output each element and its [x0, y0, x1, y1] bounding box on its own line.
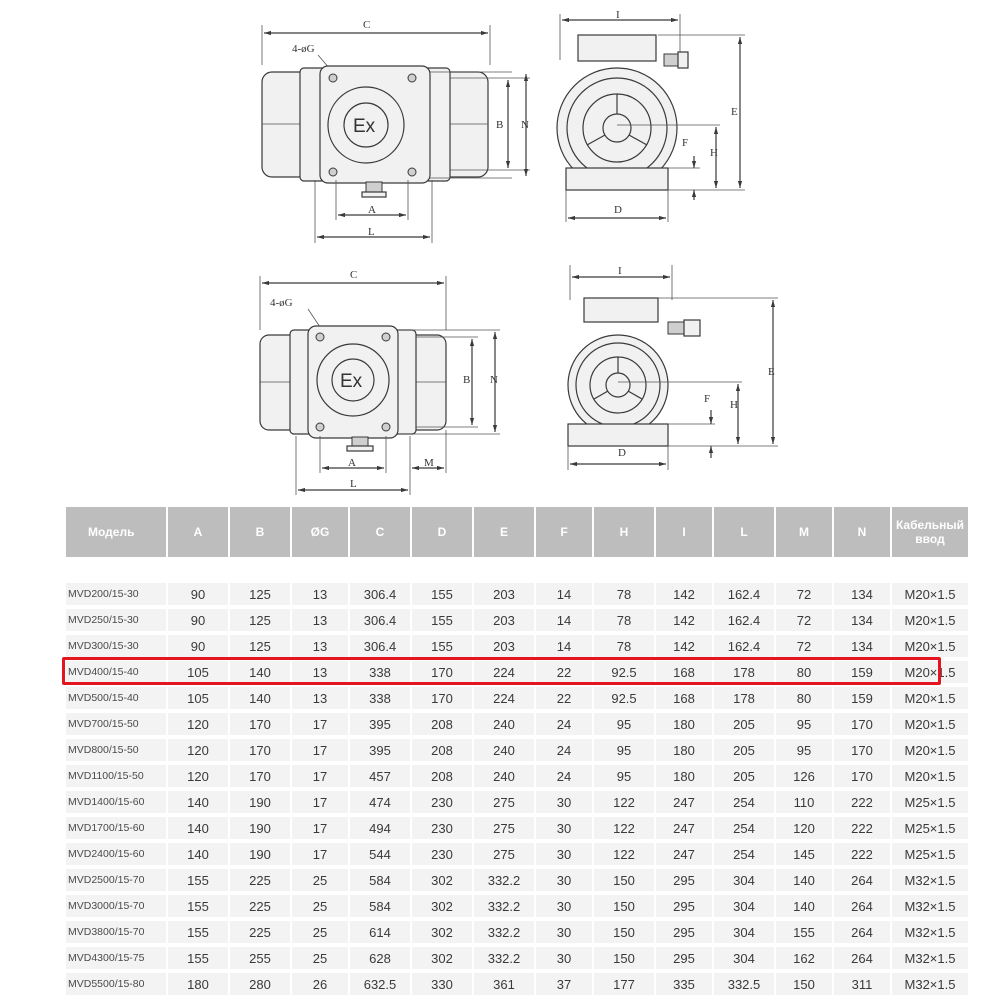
- label-g: 4-øG: [292, 43, 315, 55]
- value-cell: 37: [536, 973, 592, 995]
- value-cell: 170: [412, 661, 472, 683]
- model-cell: MVD1100/15-50: [66, 765, 166, 787]
- value-cell: 280: [230, 973, 290, 995]
- value-cell: 225: [230, 869, 290, 891]
- value-cell: 222: [834, 843, 890, 865]
- model-cell: MVD500/15-40: [66, 687, 166, 709]
- table-row: [66, 583, 968, 605]
- value-cell: 134: [834, 635, 890, 657]
- value-cell: 306.4: [350, 583, 410, 605]
- value-cell: 177: [594, 973, 654, 995]
- value-cell: 275: [474, 791, 534, 813]
- value-cell: 140: [776, 895, 832, 917]
- value-cell: 275: [474, 817, 534, 839]
- column-header: M: [776, 507, 832, 557]
- value-cell: M20×1.5: [892, 661, 968, 683]
- column-header: I: [656, 507, 712, 557]
- value-cell: 24: [536, 739, 592, 761]
- value-cell: 162: [776, 947, 832, 969]
- value-cell: 78: [594, 609, 654, 631]
- column-header: C: [350, 507, 410, 557]
- value-cell: 168: [656, 687, 712, 709]
- value-cell: 544: [350, 843, 410, 865]
- technical-drawings: [0, 0, 1000, 495]
- value-cell: 142: [656, 583, 712, 605]
- column-header: D: [412, 507, 472, 557]
- value-cell: 170: [230, 765, 290, 787]
- value-cell: 178: [714, 661, 774, 683]
- value-cell: 332.2: [474, 869, 534, 891]
- value-cell: 25: [292, 895, 348, 917]
- front-view-bottom: [568, 265, 778, 470]
- value-cell: 190: [230, 817, 290, 839]
- value-cell: 13: [292, 687, 348, 709]
- side-view-bottom: [260, 269, 500, 495]
- ex-mark-top: Ex: [353, 116, 376, 137]
- value-cell: 180: [656, 765, 712, 787]
- value-cell: 254: [714, 791, 774, 813]
- model-cell: MVD800/15-50: [66, 739, 166, 761]
- value-cell: 140: [168, 791, 228, 813]
- value-cell: 159: [834, 661, 890, 683]
- table-row: [66, 947, 968, 969]
- model-cell: MVD4300/15-75: [66, 947, 166, 969]
- value-cell: 155: [168, 947, 228, 969]
- value-cell: 168: [656, 661, 712, 683]
- value-cell: 180: [656, 739, 712, 761]
- value-cell: 162.4: [714, 635, 774, 657]
- value-cell: 203: [474, 583, 534, 605]
- model-cell: MVD300/15-30: [66, 635, 166, 657]
- value-cell: 122: [594, 791, 654, 813]
- value-cell: 92.5: [594, 687, 654, 709]
- value-cell: M25×1.5: [892, 791, 968, 813]
- table-row: [66, 895, 968, 917]
- value-cell: 240: [474, 765, 534, 787]
- value-cell: 142: [656, 635, 712, 657]
- value-cell: M20×1.5: [892, 713, 968, 735]
- value-cell: 311: [834, 973, 890, 995]
- table-row: [66, 609, 968, 631]
- value-cell: 125: [230, 583, 290, 605]
- value-cell: 306.4: [350, 635, 410, 657]
- model-cell: MVD1400/15-60: [66, 791, 166, 813]
- value-cell: 92.5: [594, 661, 654, 683]
- value-cell: M20×1.5: [892, 583, 968, 605]
- value-cell: M32×1.5: [892, 895, 968, 917]
- value-cell: 17: [292, 817, 348, 839]
- column-header: E: [474, 507, 534, 557]
- model-cell: MVD2500/15-70: [66, 869, 166, 891]
- value-cell: 155: [412, 635, 472, 657]
- value-cell: 304: [714, 869, 774, 891]
- value-cell: 14: [536, 583, 592, 605]
- value-cell: 190: [230, 843, 290, 865]
- table-row: [66, 869, 968, 891]
- value-cell: 162.4: [714, 583, 774, 605]
- label-h-bottom: H: [730, 399, 738, 411]
- model-cell: MVD3800/15-70: [66, 921, 166, 943]
- value-cell: 190: [230, 791, 290, 813]
- value-cell: 295: [656, 947, 712, 969]
- table-row: [66, 739, 968, 761]
- value-cell: 140: [168, 843, 228, 865]
- value-cell: 80: [776, 687, 832, 709]
- value-cell: 122: [594, 843, 654, 865]
- value-cell: 13: [292, 661, 348, 683]
- column-header: L: [714, 507, 774, 557]
- label-e-top: E: [731, 106, 738, 118]
- value-cell: 90: [168, 635, 228, 657]
- label-e-bottom: E: [768, 366, 775, 378]
- value-cell: 155: [168, 869, 228, 891]
- value-cell: 25: [292, 921, 348, 943]
- value-cell: 224: [474, 661, 534, 683]
- value-cell: 264: [834, 921, 890, 943]
- value-cell: 105: [168, 661, 228, 683]
- value-cell: 150: [594, 947, 654, 969]
- value-cell: 240: [474, 739, 534, 761]
- value-cell: 78: [594, 583, 654, 605]
- value-cell: M20×1.5: [892, 609, 968, 631]
- value-cell: 247: [656, 791, 712, 813]
- value-cell: M20×1.5: [892, 687, 968, 709]
- value-cell: 155: [412, 583, 472, 605]
- table-row: [66, 661, 968, 683]
- value-cell: M25×1.5: [892, 843, 968, 865]
- model-cell: MVD700/15-50: [66, 713, 166, 735]
- value-cell: 230: [412, 843, 472, 865]
- value-cell: 264: [834, 895, 890, 917]
- value-cell: 134: [834, 583, 890, 605]
- value-cell: 170: [412, 687, 472, 709]
- value-cell: 304: [714, 921, 774, 943]
- value-cell: 332.2: [474, 921, 534, 943]
- value-cell: 17: [292, 791, 348, 813]
- value-cell: 30: [536, 869, 592, 891]
- value-cell: 222: [834, 791, 890, 813]
- value-cell: 170: [834, 739, 890, 761]
- value-cell: 30: [536, 843, 592, 865]
- label-c: C: [363, 19, 371, 31]
- value-cell: 361: [474, 973, 534, 995]
- model-cell: MVD250/15-30: [66, 609, 166, 631]
- value-cell: 180: [656, 713, 712, 735]
- table-row: [66, 713, 968, 735]
- value-cell: 17: [292, 843, 348, 865]
- value-cell: 332.2: [474, 947, 534, 969]
- value-cell: 120: [168, 739, 228, 761]
- label-a-top: A: [368, 204, 376, 216]
- value-cell: 30: [536, 817, 592, 839]
- value-cell: 584: [350, 869, 410, 891]
- value-cell: 155: [168, 921, 228, 943]
- value-cell: 78: [594, 635, 654, 657]
- value-cell: 13: [292, 583, 348, 605]
- value-cell: 30: [536, 895, 592, 917]
- value-cell: 295: [656, 921, 712, 943]
- value-cell: 264: [834, 869, 890, 891]
- value-cell: 110: [776, 791, 832, 813]
- label-h-top: H: [710, 147, 718, 159]
- value-cell: 155: [412, 609, 472, 631]
- value-cell: 295: [656, 869, 712, 891]
- value-cell: 142: [656, 609, 712, 631]
- value-cell: 17: [292, 765, 348, 787]
- value-cell: 247: [656, 843, 712, 865]
- label-i-bottom: I: [618, 265, 622, 277]
- value-cell: 255: [230, 947, 290, 969]
- table-row: [66, 921, 968, 943]
- value-cell: 332.2: [474, 895, 534, 917]
- value-cell: M32×1.5: [892, 947, 968, 969]
- value-cell: M32×1.5: [892, 869, 968, 891]
- table-row: [66, 973, 968, 995]
- value-cell: 72: [776, 635, 832, 657]
- front-view-top: [557, 9, 745, 222]
- value-cell: 302: [412, 869, 472, 891]
- spec-table: [64, 503, 970, 999]
- value-cell: 632.5: [350, 973, 410, 995]
- value-cell: 159: [834, 687, 890, 709]
- value-cell: 25: [292, 869, 348, 891]
- value-cell: 395: [350, 713, 410, 735]
- value-cell: 150: [594, 895, 654, 917]
- value-cell: 95: [776, 713, 832, 735]
- label-f-bottom: F: [704, 393, 711, 405]
- value-cell: 457: [350, 765, 410, 787]
- value-cell: 332.5: [714, 973, 774, 995]
- label-d-top: D: [614, 204, 622, 216]
- side-view-top: [262, 19, 530, 243]
- value-cell: 145: [776, 843, 832, 865]
- value-cell: M20×1.5: [892, 635, 968, 657]
- model-cell: MVD400/15-40: [66, 661, 166, 683]
- value-cell: 26: [292, 973, 348, 995]
- ex-mark-bottom: Ex: [340, 371, 363, 392]
- label-b-top: B: [496, 119, 504, 131]
- value-cell: 338: [350, 661, 410, 683]
- value-cell: 95: [594, 765, 654, 787]
- value-cell: 125: [230, 635, 290, 657]
- label-a-bottom: A: [348, 457, 356, 469]
- model-cell: MVD200/15-30: [66, 583, 166, 605]
- value-cell: 205: [714, 739, 774, 761]
- value-cell: 254: [714, 843, 774, 865]
- value-cell: 275: [474, 843, 534, 865]
- column-header: ØG: [292, 507, 348, 557]
- value-cell: 72: [776, 583, 832, 605]
- column-header: N: [834, 507, 890, 557]
- value-cell: M20×1.5: [892, 739, 968, 761]
- value-cell: 90: [168, 583, 228, 605]
- value-cell: 155: [168, 895, 228, 917]
- value-cell: 225: [230, 895, 290, 917]
- value-cell: 203: [474, 635, 534, 657]
- value-cell: 24: [536, 713, 592, 735]
- value-cell: 225: [230, 921, 290, 943]
- label-f-top: F: [682, 137, 689, 149]
- value-cell: 126: [776, 765, 832, 787]
- label-i-top: I: [616, 9, 620, 21]
- value-cell: 120: [168, 765, 228, 787]
- value-cell: 170: [230, 713, 290, 735]
- value-cell: 628: [350, 947, 410, 969]
- value-cell: 295: [656, 895, 712, 917]
- value-cell: 208: [412, 713, 472, 735]
- column-header: F: [536, 507, 592, 557]
- value-cell: M20×1.5: [892, 765, 968, 787]
- value-cell: 304: [714, 895, 774, 917]
- value-cell: 150: [594, 869, 654, 891]
- value-cell: 304: [714, 947, 774, 969]
- value-cell: 395: [350, 739, 410, 761]
- value-cell: 240: [474, 713, 534, 735]
- label-g-bottom: 4-øG: [270, 297, 293, 309]
- label-l-bottom: L: [350, 478, 357, 490]
- column-header: A: [168, 507, 228, 557]
- value-cell: 140: [776, 869, 832, 891]
- value-cell: 205: [714, 713, 774, 735]
- value-cell: 306.4: [350, 609, 410, 631]
- value-cell: 80: [776, 661, 832, 683]
- value-cell: 25: [292, 947, 348, 969]
- value-cell: 155: [776, 921, 832, 943]
- value-cell: 494: [350, 817, 410, 839]
- value-cell: 170: [230, 739, 290, 761]
- value-cell: 95: [776, 739, 832, 761]
- value-cell: 140: [168, 817, 228, 839]
- value-cell: 170: [834, 713, 890, 735]
- value-cell: 105: [168, 687, 228, 709]
- value-cell: M32×1.5: [892, 973, 968, 995]
- label-l-top: L: [368, 226, 375, 238]
- value-cell: 17: [292, 739, 348, 761]
- value-cell: 122: [594, 817, 654, 839]
- value-cell: 178: [714, 687, 774, 709]
- model-cell: MVD3000/15-70: [66, 895, 166, 917]
- value-cell: 140: [230, 661, 290, 683]
- value-cell: M32×1.5: [892, 921, 968, 943]
- value-cell: 150: [594, 921, 654, 943]
- table-row: [66, 687, 968, 709]
- value-cell: 150: [776, 973, 832, 995]
- value-cell: 208: [412, 739, 472, 761]
- value-cell: 17: [292, 713, 348, 735]
- value-cell: 95: [594, 739, 654, 761]
- label-b-bottom: B: [463, 374, 471, 386]
- value-cell: 13: [292, 609, 348, 631]
- value-cell: 614: [350, 921, 410, 943]
- value-cell: 140: [230, 687, 290, 709]
- value-cell: 13: [292, 635, 348, 657]
- model-cell: MVD1700/15-60: [66, 817, 166, 839]
- value-cell: 264: [834, 947, 890, 969]
- value-cell: 230: [412, 817, 472, 839]
- value-cell: 205: [714, 765, 774, 787]
- value-cell: 24: [536, 765, 592, 787]
- column-header: Модель: [66, 507, 166, 557]
- value-cell: 120: [776, 817, 832, 839]
- column-header: H: [594, 507, 654, 557]
- value-cell: 224: [474, 687, 534, 709]
- label-m-bottom: M: [424, 457, 434, 469]
- spec-table-container: [66, 503, 965, 999]
- table-row: [66, 843, 968, 865]
- value-cell: 14: [536, 635, 592, 657]
- value-cell: 203: [474, 609, 534, 631]
- value-cell: 302: [412, 895, 472, 917]
- value-cell: 330: [412, 973, 472, 995]
- value-cell: 170: [834, 765, 890, 787]
- value-cell: 335: [656, 973, 712, 995]
- column-header: Кабельный ввод: [892, 507, 968, 557]
- value-cell: 474: [350, 791, 410, 813]
- value-cell: 302: [412, 921, 472, 943]
- model-cell: MVD5500/15-80: [66, 973, 166, 995]
- value-cell: 22: [536, 687, 592, 709]
- model-cell: MVD2400/15-60: [66, 843, 166, 865]
- value-cell: 125: [230, 609, 290, 631]
- table-row: [66, 791, 968, 813]
- value-cell: 120: [168, 713, 228, 735]
- column-header: B: [230, 507, 290, 557]
- value-cell: 230: [412, 791, 472, 813]
- value-cell: 302: [412, 947, 472, 969]
- label-c-bottom: C: [350, 269, 358, 281]
- value-cell: 22: [536, 661, 592, 683]
- value-cell: 162.4: [714, 609, 774, 631]
- label-n-bottom: N: [490, 374, 498, 386]
- value-cell: 90: [168, 609, 228, 631]
- table-row: [66, 635, 968, 657]
- value-cell: 247: [656, 817, 712, 839]
- table-row: [66, 817, 968, 839]
- value-cell: 134: [834, 609, 890, 631]
- table-row: [66, 765, 968, 787]
- value-cell: 338: [350, 687, 410, 709]
- value-cell: 14: [536, 609, 592, 631]
- value-cell: 180: [168, 973, 228, 995]
- value-cell: 254: [714, 817, 774, 839]
- value-cell: M25×1.5: [892, 817, 968, 839]
- value-cell: 584: [350, 895, 410, 917]
- label-n-top: N: [521, 119, 529, 131]
- value-cell: 208: [412, 765, 472, 787]
- value-cell: 72: [776, 609, 832, 631]
- value-cell: 95: [594, 713, 654, 735]
- value-cell: 30: [536, 947, 592, 969]
- value-cell: 30: [536, 791, 592, 813]
- value-cell: 222: [834, 817, 890, 839]
- value-cell: 30: [536, 921, 592, 943]
- label-d-bottom: D: [618, 447, 626, 459]
- table-header-row: [66, 507, 968, 557]
